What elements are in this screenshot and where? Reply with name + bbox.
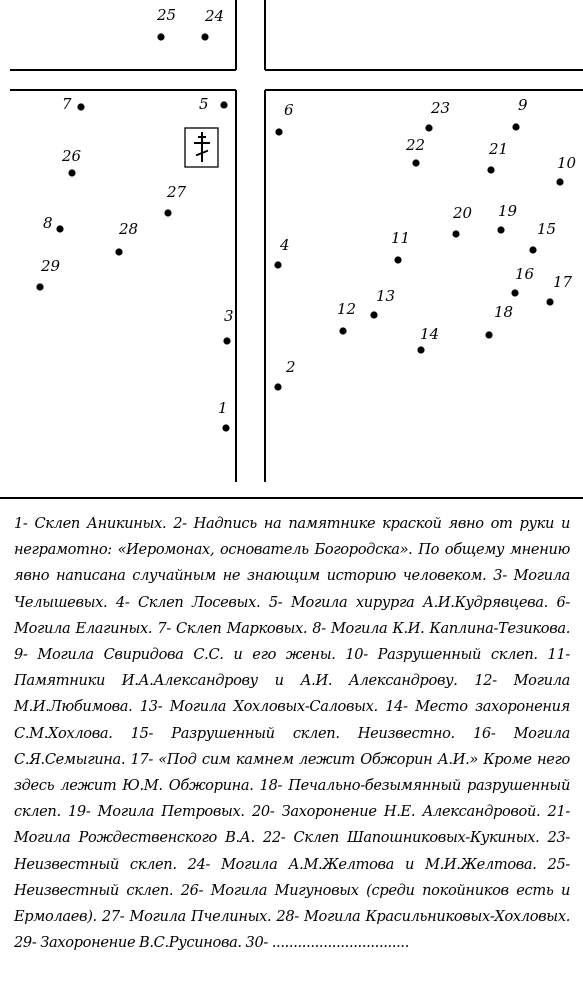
grave-marker-17 bbox=[546, 273, 572, 306]
grave-number-label: 21 bbox=[489, 140, 509, 158]
grave-number-label: 19 bbox=[498, 202, 518, 220]
grave-number-label: 2 bbox=[286, 358, 296, 376]
grave-dot bbox=[370, 311, 377, 318]
grave-number-label: 29 bbox=[41, 257, 61, 275]
grave-number-label: 4 bbox=[280, 236, 290, 254]
grave-dot bbox=[201, 33, 208, 40]
grave-marker-3 bbox=[223, 307, 233, 345]
grave-dot bbox=[36, 283, 43, 290]
grave-number-label: 25 bbox=[157, 6, 177, 24]
grave-marker-20 bbox=[452, 204, 473, 238]
grave-number-label: 5 bbox=[199, 95, 209, 113]
grave-number-label: 18 bbox=[494, 303, 514, 321]
grave-marker-16 bbox=[511, 265, 534, 297]
grave-number-label: 12 bbox=[337, 300, 357, 318]
grave-dot bbox=[222, 424, 229, 431]
grave-dot bbox=[485, 331, 492, 338]
grave-number-label: 24 bbox=[205, 7, 225, 25]
grave-number-label: 10 bbox=[557, 154, 577, 172]
grave-dot bbox=[417, 346, 424, 353]
grave-marker-24 bbox=[201, 7, 224, 41]
grave-number-label: 23 bbox=[431, 99, 451, 117]
grave-dot bbox=[412, 159, 419, 166]
grave-marker-29 bbox=[36, 257, 60, 291]
grave-dot bbox=[394, 256, 401, 263]
grave-dot bbox=[487, 166, 494, 173]
grave-number-label: 17 bbox=[553, 273, 573, 291]
grave-number-label: 14 bbox=[420, 325, 440, 343]
grave-number-label: 13 bbox=[376, 287, 396, 305]
grave-marker-18 bbox=[485, 303, 513, 339]
grave-marker-13 bbox=[370, 287, 395, 319]
grave-marker-22 bbox=[405, 136, 425, 167]
grave-dot bbox=[511, 289, 518, 296]
grave-marker-11 bbox=[391, 229, 410, 264]
grave-number-label: 20 bbox=[453, 204, 473, 222]
grave-dot bbox=[274, 261, 281, 268]
grave-marker-2 bbox=[274, 358, 295, 391]
grave-marker-19 bbox=[497, 202, 517, 234]
grave-number-label: 11 bbox=[391, 229, 411, 247]
grave-marker-5 bbox=[199, 95, 228, 113]
grave-marker-10 bbox=[556, 154, 576, 186]
grave-number-label: 8 bbox=[43, 214, 53, 232]
grave-dot bbox=[77, 103, 84, 110]
grave-dot bbox=[274, 383, 281, 390]
grave-marker-27 bbox=[164, 183, 186, 217]
chapel-marker bbox=[185, 128, 218, 167]
grave-dot bbox=[452, 230, 459, 237]
grave-dot bbox=[275, 128, 282, 135]
grave-dot bbox=[339, 327, 346, 334]
grave-dot bbox=[157, 33, 164, 40]
grave-marker-6 bbox=[275, 101, 294, 136]
grave-number-label: 7 bbox=[62, 95, 72, 113]
grave-dot bbox=[546, 298, 553, 305]
grave-number-label: 3 bbox=[224, 307, 234, 325]
grave-number-label: 6 bbox=[284, 101, 294, 119]
grave-marker-1 bbox=[218, 399, 230, 432]
grave-marker-25 bbox=[156, 6, 176, 41]
map-legend-divider bbox=[0, 497, 583, 499]
grave-dot bbox=[223, 337, 230, 344]
grave-number-label: 15 bbox=[537, 220, 557, 238]
grave-number-label: 27 bbox=[167, 183, 187, 201]
grave-number-label: 9 bbox=[518, 96, 528, 114]
grave-marker-9 bbox=[512, 96, 528, 131]
grave-dot bbox=[497, 226, 504, 233]
grave-dot bbox=[56, 225, 63, 232]
grave-number-label: 1 bbox=[218, 399, 228, 417]
grave-dot bbox=[512, 123, 519, 130]
grave-marker-28 bbox=[115, 220, 138, 256]
grave-number-label: 28 bbox=[119, 220, 139, 238]
grave-number-label: 22 bbox=[406, 136, 426, 154]
grave-dot bbox=[529, 246, 536, 253]
grave-marker-21 bbox=[487, 140, 508, 174]
legend-text: 1- Склеп Аникиных. 2- Надпись на памятнике краской явно от руки и неграмотно: «Иеромонах, основатель Богородска». По общему мнению явно написана случайным не знающим историю человеком. 3- Могила Челышевых. 4- Склеп Лосевых. 5- Могила хирурга А.И.Кудрявцева. 6- Могила Елагиных. 7- Склеп Марковых. 8- Могила К.И. Каплина-Тезикова. 9- Могила Свиридова С.С. и его жены. 10- Разрушенный склеп. 11- Памятники И.А.Александрову и А.И. Александрову. 12- Могила М.И.Любимова. 13- Могила Хохловых-Саловых. 14- Место захоронения С.М.Хохлова. 15- Разрушенный склеп. Неизвестно. 16- Могила С.Я.Семыгина. 17- «Под сим камнем лежит Обжорин А.И.» Кроме него здесь лежит Ю.М. Обжорина. 18- Печально-безымянный разрушенный склеп. 19- Могила Петровых. 20- Захоронение Н.Е. Александровой. 21- Могила Рождественского В.А. 22- Склеп Шапошниковых-Кукиных. 23- Неизвестный склеп. 24- Могила А.М.Желтова и М.И.Желтова. 25- Неизвестный склеп. 26- Могила Мигуновых (среди покойников есть и Ермолаев). 27- Могила Пчелиных. 28- Могила Красильниковых-Хохловых. 29- Захоронение В.С.Русинова. 30- ................................ bbox=[14, 515, 570, 952]
grave-marker-23 bbox=[425, 99, 450, 132]
grave-marker-12 bbox=[337, 300, 356, 335]
grave-marker-14 bbox=[417, 325, 439, 354]
grave-dot bbox=[220, 101, 227, 108]
grave-dot bbox=[115, 248, 122, 255]
grave-marker-26 bbox=[61, 147, 82, 177]
grave-number-label: 16 bbox=[515, 265, 535, 283]
grave-marker-4 bbox=[274, 236, 289, 269]
grave-dot bbox=[68, 169, 75, 176]
grave-marker-15 bbox=[529, 220, 556, 254]
grave-dot bbox=[425, 124, 432, 131]
grave-marker-8 bbox=[43, 214, 64, 233]
grave-number-label: 26 bbox=[62, 147, 82, 165]
grave-dot bbox=[556, 178, 563, 185]
grave-dot bbox=[164, 209, 171, 216]
grave-marker-7 bbox=[62, 95, 85, 113]
